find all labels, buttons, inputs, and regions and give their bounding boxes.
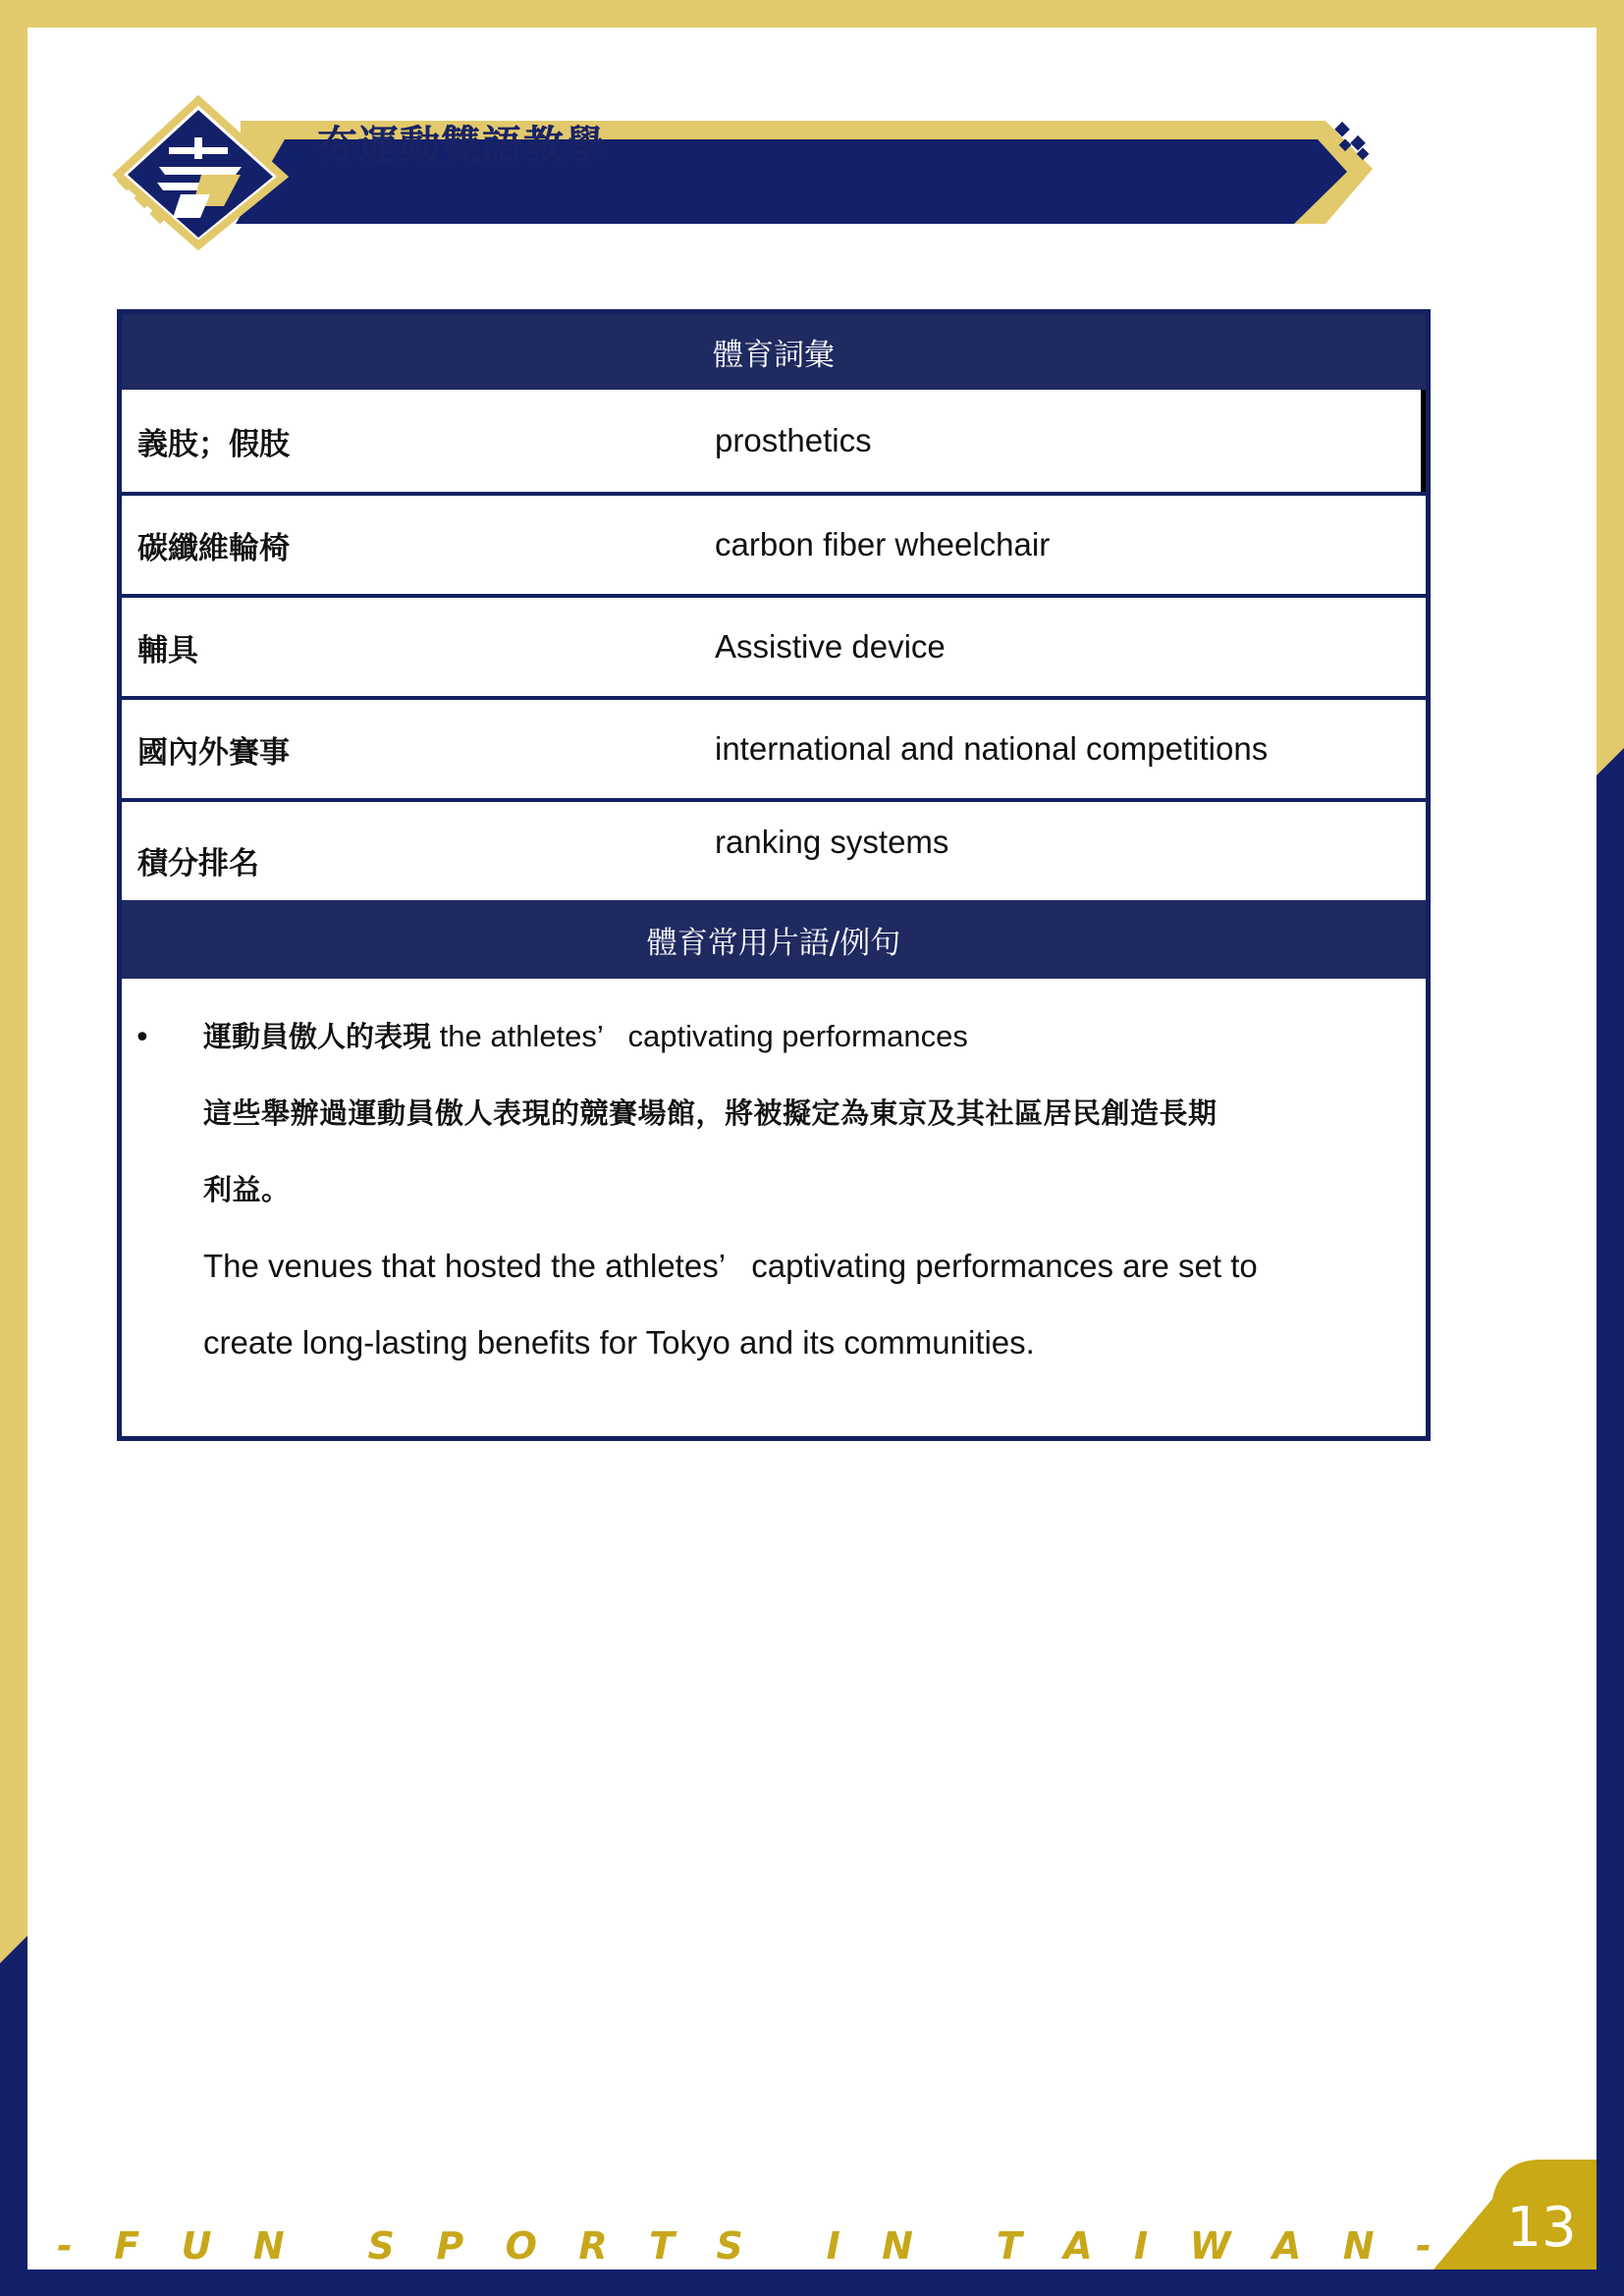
footer-slogan [57,2216,1432,2275]
footer-letter: I [826,2224,840,2268]
example-en-line: The venues that hosted the athletes’ captivating performances are set to [203,1248,1258,1284]
term-zh: 義肢；假肢 [137,426,290,462]
table-row [122,594,1426,696]
example-zh-line: 這些舉辦過運動員傲人表現的競賽場館，將被擬定為東京及其社區居民創造長期 [203,1096,1218,1130]
vocabulary-table [117,309,1431,1441]
footer-letter: T [996,2224,1022,2268]
phrase-line [203,998,1411,1075]
term-en: international and national competitions [715,730,1269,767]
page-number: 13 [1506,2196,1577,2260]
table-row [122,492,1426,594]
term-en: ranking systems [715,824,949,860]
footer-letter: I [1134,2224,1149,2268]
footer-letter: F [114,2224,140,2268]
example-en-line: create long-lasting benefits for Tokyo and its communities. [203,1324,1035,1361]
term-zh: 輔具 [137,632,198,668]
term-zh: 國內外賽事 [137,734,290,771]
footer-letter: R [578,2224,608,2268]
footer-letter: N [252,2224,285,2268]
footer-letter: A [1272,2224,1302,2268]
term-en: carbon fiber wheelchair [715,526,1051,562]
footer-letter: - [57,2224,73,2268]
footer-letter: W [1189,2224,1231,2268]
example-zh-line: 利益。 [203,1173,291,1206]
vocabulary-heading: 體育詞彙 [122,314,1426,390]
page-title: 夯運動雙語教學 [317,122,606,169]
phrases-body [122,979,1426,1381]
footer-letter: N [882,2224,913,2268]
table-row [122,798,1426,900]
footer-letter: O [505,2224,537,2268]
term-zh: 碳纖維輪椅 [137,530,290,566]
term-en: Assistive device [715,628,946,665]
phrase-zh: 運動員傲人的表現 [203,1020,432,1053]
footer-letter: P [436,2224,464,2268]
table-row [122,390,1426,492]
footer-letter: T [649,2224,675,2268]
bullet-marker: • [134,1021,151,1055]
footer-letter: U [181,2224,212,2268]
phrases-heading: 體育常用片語/例句 [122,900,1426,979]
footer-letter: S [367,2224,395,2268]
footer-letter: N [1342,2224,1375,2268]
footer-letter: S [716,2224,743,2268]
term-en: prosthetics [715,422,872,458]
phrase-en: the athletes’ captivating performances [431,1019,968,1053]
footer-letter: - [1415,2224,1432,2268]
term-zh: 積分排名 [137,845,259,881]
footer-letter: A [1063,2224,1093,2268]
table-row [122,696,1426,798]
